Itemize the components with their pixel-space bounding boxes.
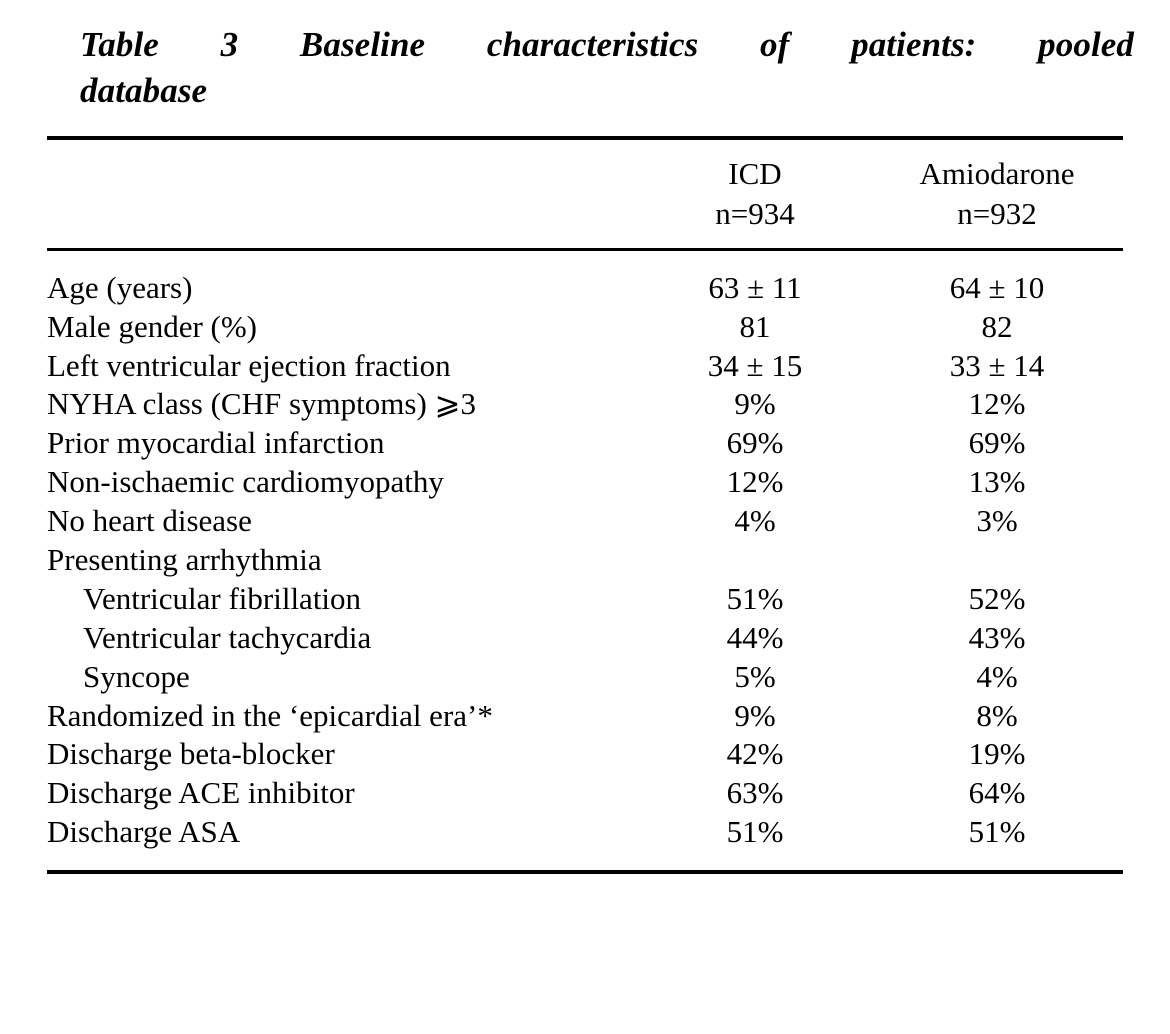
row-label: NYHA class (CHF symptoms) ⩾3: [47, 386, 476, 422]
row-value-amiodarone: 33 ± 14: [949, 347, 1045, 383]
row-label: Ventricular tachycardia: [83, 619, 372, 655]
row-value-amiodarone: 64%: [968, 775, 1026, 811]
row-label: Left ventricular ejection fraction: [47, 347, 451, 383]
table-row: [47, 813, 1123, 852]
caption-line-2: database: [80, 71, 208, 111]
row-value-icd: [639, 541, 871, 580]
table-row: [47, 735, 1123, 774]
table-rule-bottom: [47, 872, 1123, 874]
row-value-amiodarone: 82: [981, 308, 1013, 344]
table-row: [47, 580, 1123, 619]
caption-line-1: Table 3 Baseline characteristics of patients: pooled: [80, 25, 1134, 64]
row-label: Age (years): [47, 269, 193, 305]
row-value-icd: 81: [739, 308, 771, 344]
header-icd-n: n=934: [715, 196, 795, 232]
table-row: [47, 347, 1123, 386]
row-value-amiodarone: 13%: [968, 464, 1026, 500]
table-header-row: [47, 154, 1123, 233]
row-label: Discharge beta-blocker: [47, 736, 335, 772]
row-value-amiodarone: [871, 541, 1123, 580]
row-label: Syncope: [83, 658, 190, 694]
header-amiodarone-n: n=932: [957, 196, 1037, 232]
row-value-icd: 51%: [726, 580, 784, 616]
table-row: [47, 502, 1123, 541]
header-amiodarone-name: Amiodarone: [919, 156, 1075, 192]
row-value-amiodarone: 51%: [968, 814, 1026, 850]
row-value-icd: 44%: [726, 619, 784, 655]
table-row: [47, 269, 1123, 308]
table-row: [47, 424, 1123, 463]
header-amiodarone: [871, 154, 1123, 233]
header-spacer-top: [47, 140, 1123, 154]
table-row: [47, 463, 1123, 502]
row-value-amiodarone: 12%: [968, 386, 1026, 422]
row-value-icd: 12%: [726, 464, 784, 500]
row-value-icd: 9%: [734, 697, 776, 733]
row-value-amiodarone: 52%: [968, 580, 1026, 616]
row-value-amiodarone: 8%: [976, 697, 1018, 733]
row-label: Male gender (%): [47, 308, 258, 344]
row-label: No heart disease: [47, 503, 252, 539]
row-value-amiodarone: 4%: [976, 658, 1018, 694]
table-row: [47, 774, 1123, 813]
row-label: Discharge ASA: [47, 814, 241, 850]
header-icd-name: ICD: [728, 156, 782, 192]
table-row: [47, 658, 1123, 697]
row-value-icd: 51%: [726, 814, 784, 850]
row-value-amiodarone: 64 ± 10: [949, 269, 1045, 305]
row-value-icd: 4%: [734, 503, 776, 539]
table-row: [47, 697, 1123, 736]
header-blank: [47, 154, 639, 233]
row-value-icd: 69%: [726, 425, 784, 461]
table-row: [47, 308, 1123, 347]
row-label: Non-ischaemic cardiomyopathy: [47, 464, 444, 500]
baseline-characteristics-table: [47, 136, 1123, 874]
row-value-icd: 9%: [734, 386, 776, 422]
row-value-amiodarone: 43%: [968, 619, 1026, 655]
row-label: Randomized in the ‘epicardial era’*: [47, 697, 493, 733]
row-value-icd: 42%: [726, 736, 784, 772]
row-value-icd: 63 ± 11: [708, 269, 802, 305]
row-value-icd: 34 ± 15: [707, 347, 803, 383]
table-row: [47, 541, 1123, 580]
row-label: Ventricular fibrillation: [83, 580, 362, 616]
row-value-icd: 5%: [734, 658, 776, 694]
row-value-amiodarone: 3%: [976, 503, 1018, 539]
row-label: Presenting arrhythmia: [47, 541, 322, 577]
row-label: Prior myocardial infarction: [47, 425, 385, 461]
header-spacer-bottom: [47, 234, 1123, 250]
table-row: [47, 619, 1123, 658]
table-caption: [80, 22, 1146, 114]
row-value-amiodarone: 19%: [968, 736, 1026, 772]
body-spacer-top: [47, 251, 1123, 269]
row-label: Discharge ACE inhibitor: [47, 775, 355, 811]
row-value-amiodarone: 69%: [968, 425, 1026, 461]
table-row: [47, 385, 1123, 424]
row-value-icd: 63%: [726, 775, 784, 811]
body-spacer-bottom: [47, 852, 1123, 872]
header-icd: [639, 154, 871, 233]
